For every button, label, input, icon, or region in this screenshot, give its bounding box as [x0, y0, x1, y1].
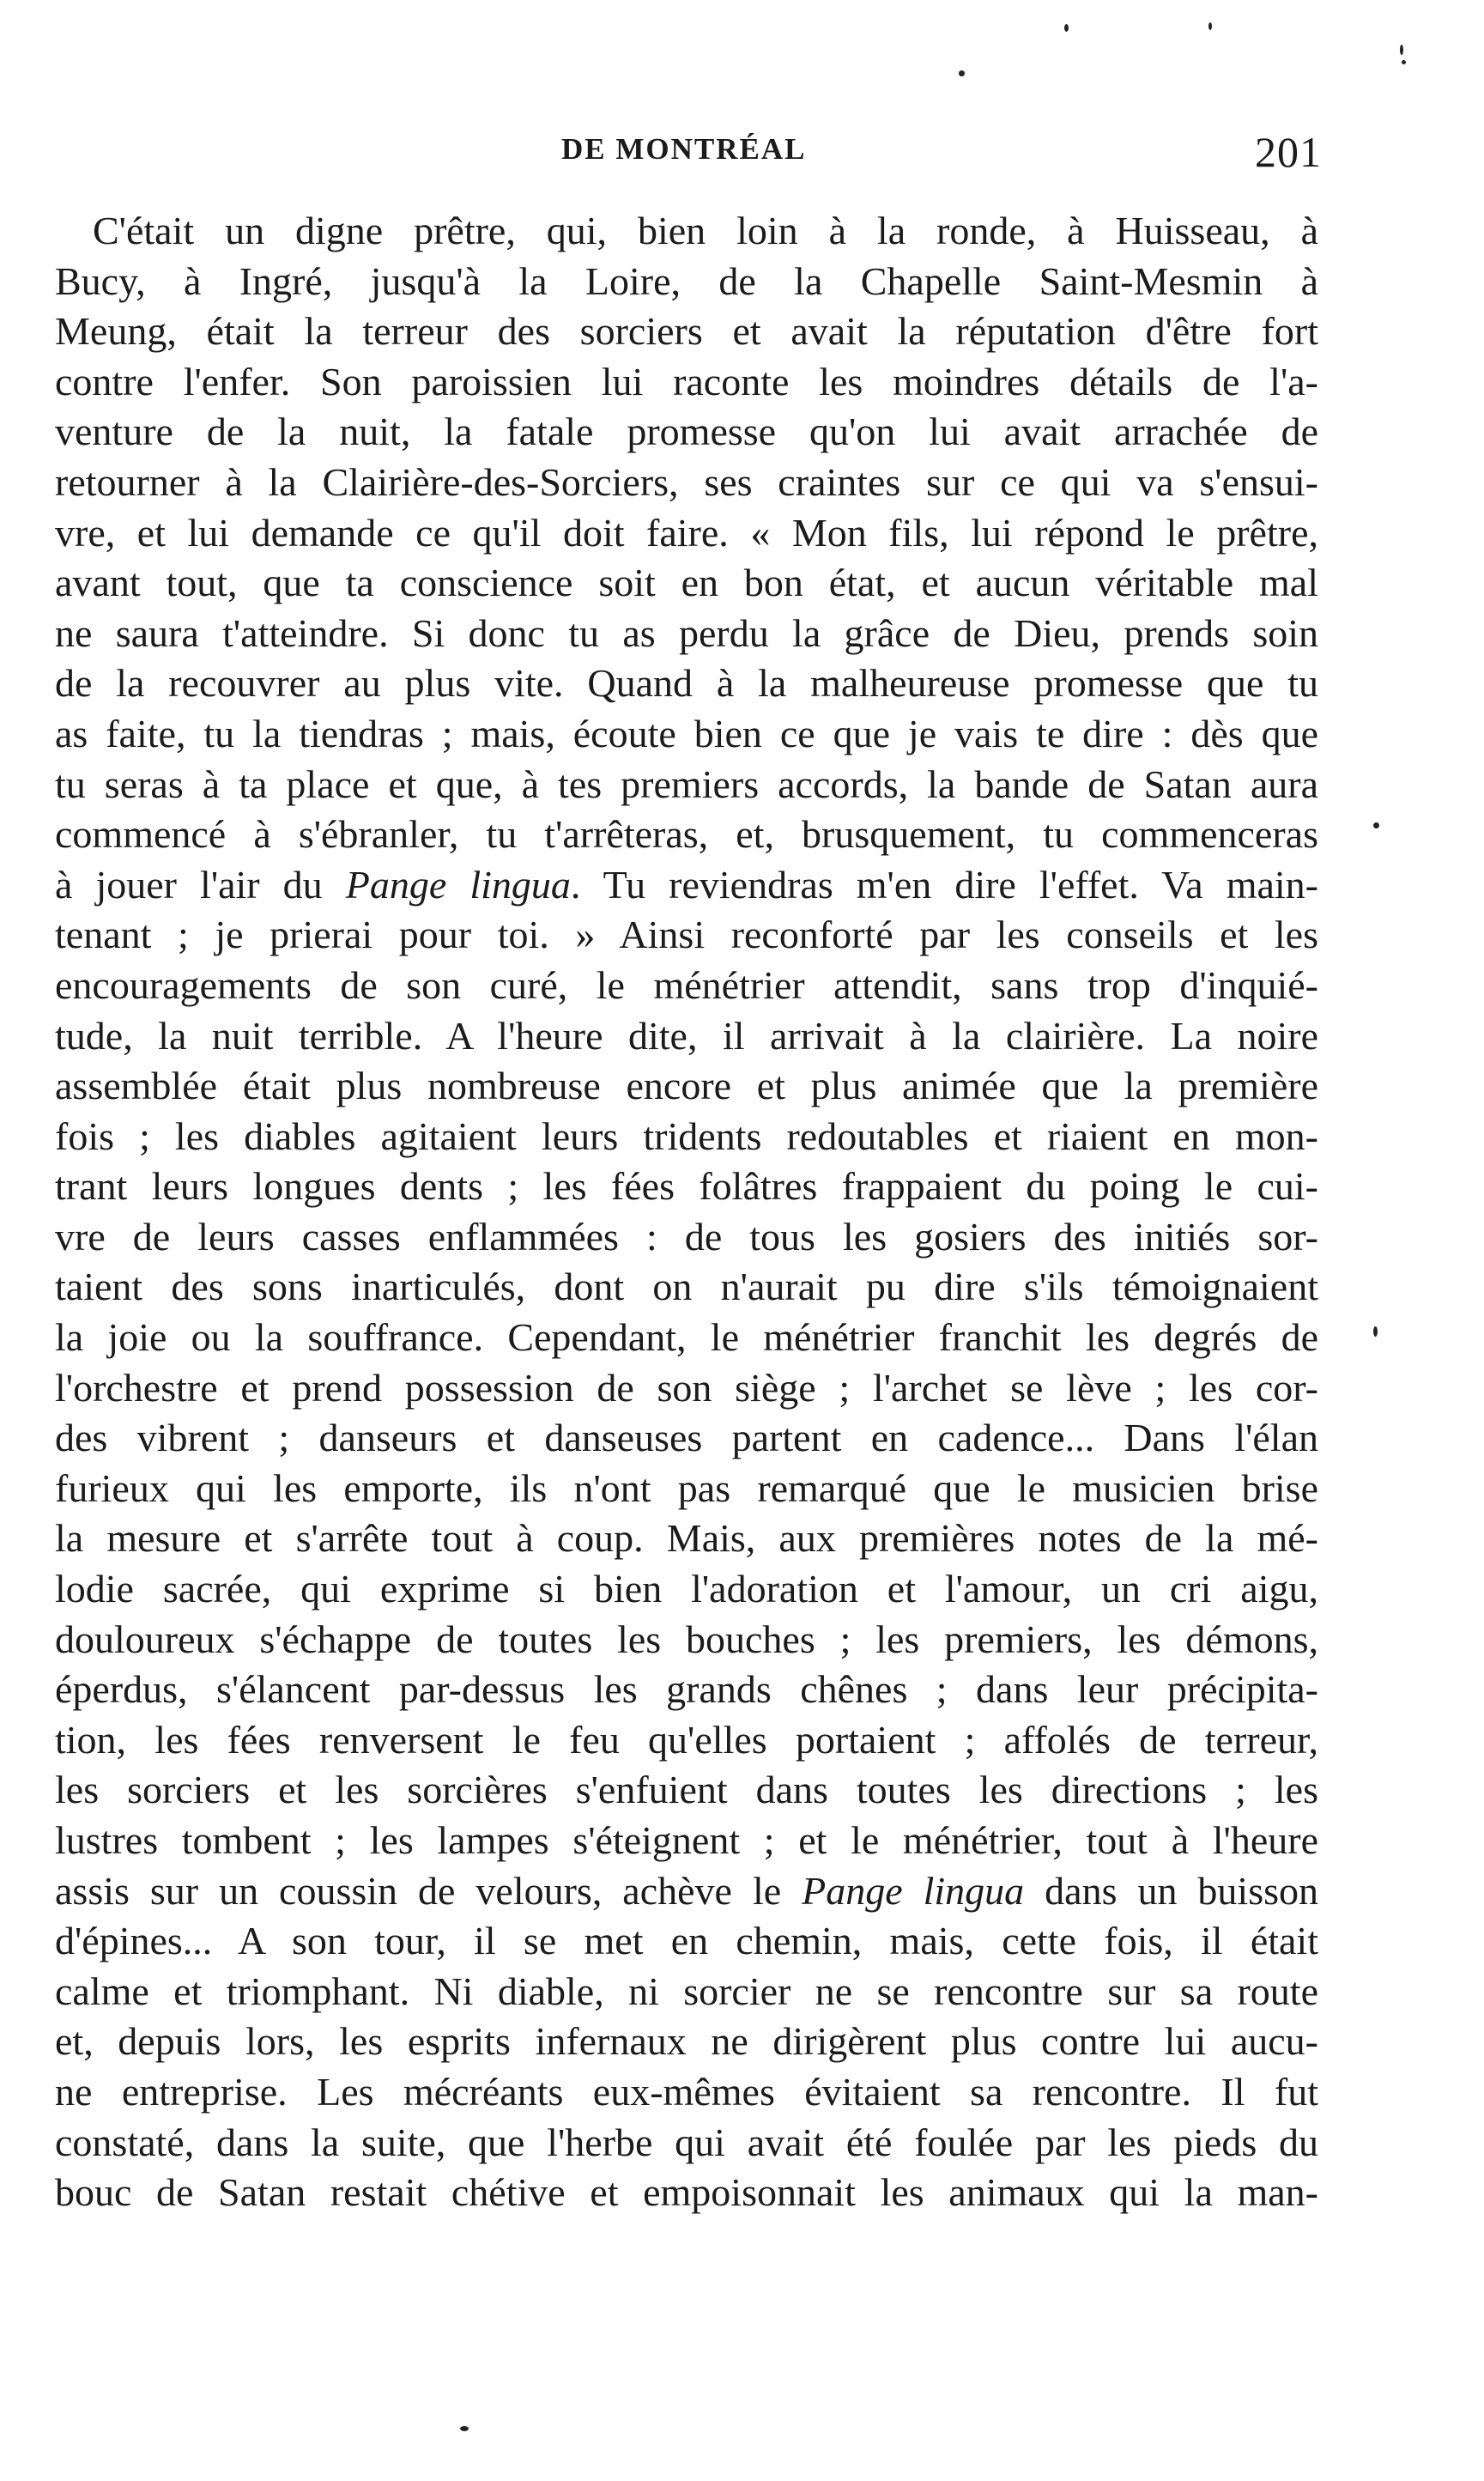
text-line: la joie ou la souffrance. Cependant, le ménétrier franchit les degrés de: [55, 1315, 1318, 1360]
text-line: lustres tombent ; les lampes s'éteignent ; et le ménétrier, tout à l'heure: [55, 1818, 1318, 1862]
text-line: bouc de Satan restait chétive et empoisonnait les animaux qui la man-: [55, 2170, 1318, 2215]
text-line: à jouer l'air du Pange lingua. Tu reviendras m'en dire l'effet. Va main-: [55, 862, 1318, 907]
page-number: 201: [1255, 128, 1322, 176]
text-line: douloureux s'échappe de toutes les bouches ; les premiers, les démons,: [55, 1617, 1318, 1661]
text-line: venture de la nuit, la fatale promesse qu'on lui avait arrachée de: [55, 409, 1318, 454]
body-text: [55, 206, 1318, 2218]
scan-speck: [1208, 22, 1212, 30]
text-line: tude, la nuit terrible. A l'heure dite, il arrivait à la clairière. La noire: [55, 1013, 1318, 1058]
text-line: tu seras à ta place et que, à tes premiers accords, la bande de Satan aura: [55, 761, 1318, 806]
text-line: Meung, était la terreur des sorciers et avait la réputation d'être fort: [55, 309, 1318, 354]
text-line: trant leurs longues dents ; les fées folâtres frappaient du poing le cui-: [55, 1164, 1318, 1209]
text-line: vre de leurs casses enflammées : de tous les gosiers des initiés sor-: [55, 1214, 1318, 1259]
text-line: la mesure et s'arrête tout à coup. Mais, aux premières notes de la mé-: [55, 1516, 1318, 1561]
text-line: ne saura t'atteindre. Si donc tu as perdu la grâce de Dieu, prends soin: [55, 610, 1318, 655]
text-line: calme et triomphant. Ni diable, ni sorcier ne se rencontre sur sa route: [55, 1968, 1318, 2013]
hymn-title: Pange lingua: [345, 862, 571, 907]
text-line: as faite, tu la tiendras ; mais, écoute bien ce que je vais te dire : dès que: [55, 711, 1318, 755]
text-line: avant tout, que ta conscience soit en bon état, et aucun véritable mal: [55, 561, 1318, 605]
text-line: d'épines... A son tour, il se met en chemin, mais, cette fois, il était: [55, 1919, 1318, 1963]
text-line: lodie sacrée, qui exprime si bien l'adoration et l'amour, un cri aigu,: [55, 1567, 1318, 1611]
running-head: DE MONTRÉAL: [561, 132, 807, 166]
text-line: de la recouvrer au plus vite. Quand à la malheureuse promesse que tu: [55, 661, 1318, 706]
text-line: retourner à la Clairière-des-Sorciers, ses craintes sur ce qui va s'ensui-: [55, 459, 1318, 504]
text-line: fois ; les diables agitaient leurs tridents redoutables et riaient en mon-: [55, 1113, 1318, 1158]
text-line: et, depuis lors, les esprits infernaux ne dirigèrent plus contre lui aucu-: [55, 2019, 1318, 2064]
text-line: C'était un digne prêtre, qui, bien loin à la ronde, à Huisseau, à: [93, 209, 1318, 252]
scan-speck: [1400, 45, 1403, 55]
text-line: ne entreprise. Les mécréants eux-mêmes évitaient sa rencontre. Il fut: [55, 2069, 1318, 2114]
text-line: assis sur un coussin de velours, achève le Pange lingua dans un buisson: [55, 1868, 1318, 1913]
text-line: constaté, dans la suite, que l'herbe qui avait été foulée par les pieds du: [55, 2120, 1318, 2164]
text-line: furieux qui les emporte, ils n'ont pas remarqué que le musicien brise: [55, 1465, 1318, 1510]
text-line: des vibrent ; danseurs et danseuses partent en cadence... Dans l'élan: [55, 1416, 1318, 1460]
scan-speck: [1373, 1326, 1378, 1337]
text-line: les sorciers et les sorcières s'enfuient dans toutes les directions ; les: [55, 1768, 1318, 1812]
scan-speck: [959, 70, 965, 76]
text-line: tenant ; je prierai pour toi. » Ainsi reconforté par les conseils et les: [55, 913, 1318, 957]
text-line: assemblée était plus nombreuse encore et plus animée que la première: [55, 1064, 1318, 1108]
text-line: vre, et lui demande ce qu'il doit faire. « Mon fils, lui répond le prêtre,: [55, 510, 1318, 555]
text-line: contre l'enfer. Son paroissien lui raconte les moindres détails de l'a-: [55, 359, 1318, 403]
page-header: [51, 127, 1322, 182]
text-line: taient des sons inarticulés, dont on n'aurait pu dire s'ils témoignaient: [55, 1265, 1318, 1309]
text-line: éperdus, s'élancent par-dessus les grands chênes ; dans leur précipita-: [55, 1667, 1318, 1712]
text-line: commencé à s'ébranler, tu t'arrêteras, et, brusquement, tu commenceras: [55, 812, 1318, 857]
scan-speck: [460, 2426, 469, 2431]
scan-speck: [1402, 60, 1406, 64]
scan-speck: [1373, 822, 1379, 828]
scan-speck: [1064, 24, 1069, 32]
text-line: Bucy, à Ingré, jusqu'à la Loire, de la Chapelle Saint-Mesmin à: [55, 258, 1318, 303]
hymn-title: Pange lingua: [802, 1868, 1025, 1913]
text-line: l'orchestre et prend possession de son siège ; l'archet se lève ; les cor-: [55, 1365, 1318, 1410]
text-line: encouragements de son curé, le ménétrier attendit, sans trop d'inquié-: [55, 962, 1318, 1007]
text-line: tion, les fées renversent le feu qu'elles portaient ; affolés de terreur,: [55, 1717, 1318, 1762]
